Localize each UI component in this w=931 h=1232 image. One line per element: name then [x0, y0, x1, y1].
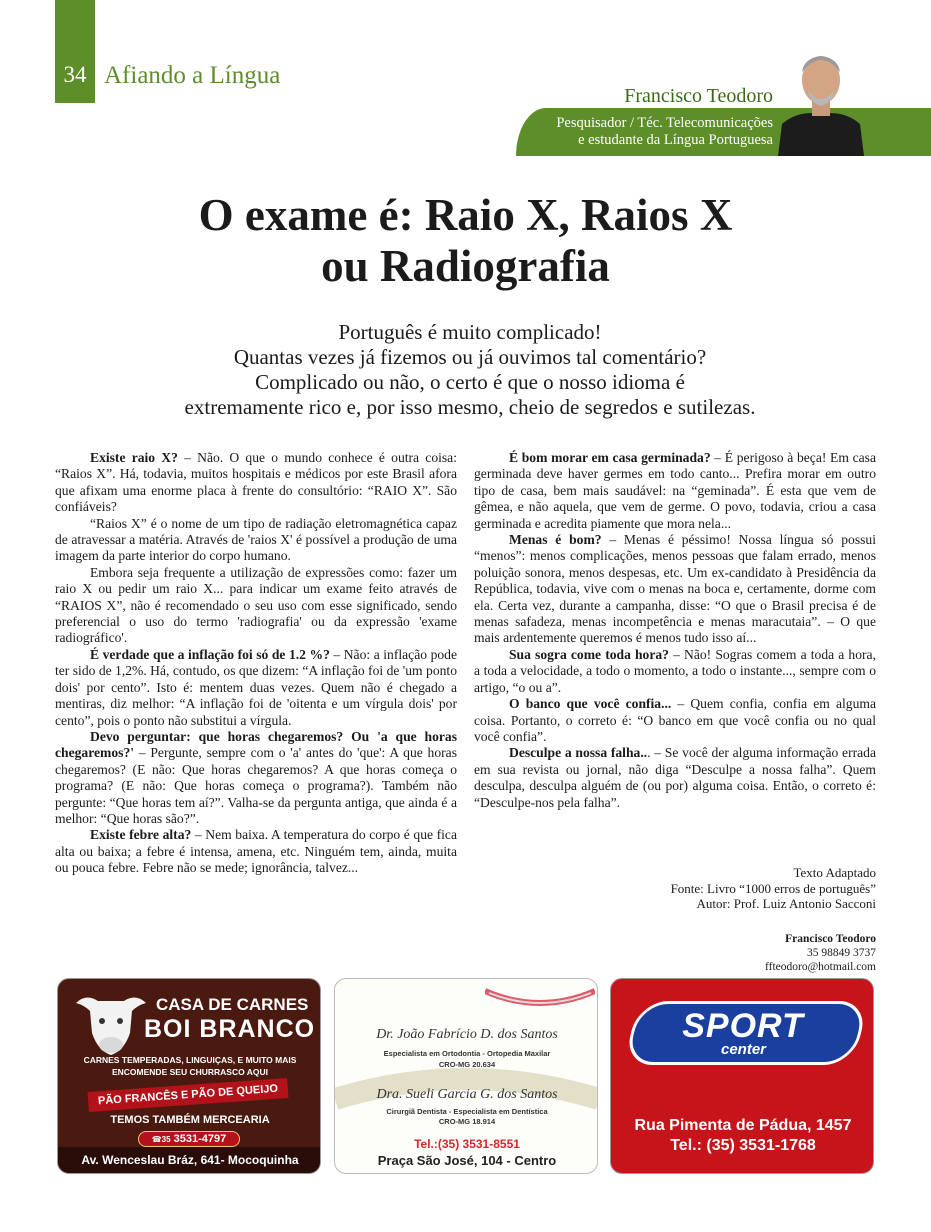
bull-icon: [72, 989, 150, 1059]
lead-line: Português é muito complicado!: [338, 320, 602, 344]
source-line: Texto Adaptado: [793, 865, 876, 880]
ad-phone[interactable]: [138, 1131, 240, 1147]
paragraph-text: Embora seja frequente a utilização de expressões como: fazer um raio X ou pedir um raio X... para indicar um exame feito através de “RAIOS X”, não é recomendado o seu uso com esse significado, sendo preferencial o uso do termo 'radiografia' ou da expressão 'exame radiográfico'.: [55, 564, 457, 646]
lead-line: Complicado ou não, o certo é que o nosso idioma é: [255, 370, 685, 394]
sport-logo-text: SPORT: [682, 1007, 804, 1045]
paragraph: [55, 565, 457, 647]
text-column-right: [474, 450, 876, 811]
paragraph-text: “Raios X” é o nome de um tipo de radiação eletromagnética capaz de atravessar a matéria. Através de 'raios X' é possível a produção de uma imagem da parte interior do corpo humano.: [55, 515, 457, 564]
answer: – Não. O que o mundo conhece é outra coisa: “Raios X”. Há, todavia, muitos hospitais e médicos por este Brasil afora que afixam uma enorme placa à frente do consultório: “RAIO X”. São confiáveis?: [55, 450, 457, 515]
source-line: Fonte: Livro “1000 erros de português”: [670, 880, 876, 896]
doctor-2-cro: CRO-MG 18.914: [438, 1117, 496, 1126]
author-name: Francisco Teodoro: [624, 85, 773, 107]
ad-ribbon: PÃO FRANCÊS E PÃO DE QUEIJO: [88, 1078, 289, 1112]
doctor-1-spec: Especialista em Ortodontia - Ortopedia Maxilar: [383, 1049, 551, 1058]
phone-number: 3531-4797: [173, 1133, 227, 1145]
ad-boi-branco[interactable]: [57, 978, 321, 1174]
ad-mercearia: TEMOS TAMBÉM MERCEARIA: [110, 1114, 270, 1126]
author-signature: [765, 932, 876, 974]
signature-name: Francisco Teodoro: [785, 933, 876, 945]
article-lead: [120, 320, 820, 420]
author-role-line1: Pesquisador / Téc. Telecomunicações: [556, 115, 773, 131]
sport-phone[interactable]: Tel.: (35) 3531-1768: [670, 1137, 816, 1154]
ad-line-2: ENCOMENDE SEU CHURRASCO AQUI: [111, 1067, 268, 1077]
paragraph: [474, 696, 876, 745]
question: Devo perguntar: que horas chegaremos? Ou 'a que horas chegaremos?': [55, 728, 457, 761]
question: É bom morar em casa germinada?: [509, 450, 711, 465]
question: Existe raio X?: [90, 450, 178, 465]
doctor-1-name: Dr. João Fabrício D. dos Santos: [376, 1027, 558, 1042]
text-column-left: [55, 450, 457, 877]
paragraph: [55, 450, 457, 516]
ad-sport-center[interactable]: [610, 978, 874, 1174]
signature-email[interactable]: ffteodoro@hotmail.com: [765, 961, 876, 973]
article-title: [0, 190, 931, 292]
section-title: Afiando a Língua: [104, 62, 281, 89]
dentist-address: Praça São José, 104 - Centro: [377, 1153, 557, 1168]
question: É verdade que a inflação foi só de 1.2 %?: [90, 646, 330, 662]
ad-dentist[interactable]: [334, 978, 598, 1174]
author-photo: [778, 46, 864, 156]
dentist-phone[interactable]: Tel.:(35) 3531-8551: [414, 1137, 520, 1151]
author-role: [556, 115, 773, 149]
doctor-2-name: Dra. Sueli Garcia G. dos Santos: [376, 1087, 558, 1102]
answer: – Não: a inflação pode ter sido de 1,2%. Há, contudo, os que dizem: “A inflação foi de 'um ponto dois' por cento”. Isto é: mentem duas vezes. Quem não é chegado a mentiras, diz melhor: “A inflação foi de 'oitenta e um vírgula dois' por cento”, pois o ponto não substitui a vírgula.: [55, 646, 457, 728]
paragraph: [474, 745, 876, 811]
paragraph: [474, 450, 876, 532]
page-number: 34: [63, 62, 87, 87]
answer: – Menas é péssimo! Nossa língua só possui “menos”: menos complicações, menos pessoas que falam errado, menos poluição sonora, menos despesas, etc. Um ex-candidato à Presidência da República, todavia, vive com o menas na boca e, certamente, dorme com ela. Certa vez, durante a campanha, disse: “O que o Brasil precisa é de menas safadeza, menas incompetência e menas maracutaia”. – O que mais ardentemente queremos é menos tudo isso aí...: [474, 532, 876, 646]
author-role-line2: e estudante da Língua Portuguesa: [578, 132, 773, 148]
paragraph: [55, 647, 457, 729]
paragraph: [474, 647, 876, 696]
paragraph: [55, 516, 457, 565]
braces-icon: [485, 983, 595, 1013]
ad-address: Av. Wenceslau Bráz, 641- Mocoquinha: [58, 1147, 321, 1173]
ad-title-1: CASA DE CARNES: [156, 995, 309, 1014]
title-line-2: ou Radiografia: [321, 241, 610, 291]
source-credits: [671, 865, 876, 912]
ad-line-1: CARNES TEMPERADAS, LINGUIÇAS, E MUITO MAIS: [83, 1055, 297, 1065]
title-line-1: O exame é: Raio X, Raios X: [198, 190, 733, 240]
answer: – Não! Sogras comem a toda a hora, a toda a velocidade, a todo o momento, a todo o instante..., sempre com o artigo, “o ou a”.: [474, 646, 876, 695]
ad-title-2: BOI BRANCO: [144, 1015, 316, 1043]
question: Sua sogra come toda hora?: [509, 646, 669, 662]
question: Existe febre alta?: [90, 827, 192, 843]
doctor-2-spec: Cirurgiã Dentista - Especialista em Dentística: [386, 1107, 548, 1116]
lead-line: extremamente rico e, por isso mesmo, cheio de segredos e sutilezas.: [184, 395, 756, 419]
paragraph: [55, 827, 457, 876]
answer: . – Se você der alguma informação errada em sua revista ou jornal, não diga “Desculpe a nossa falha”. Quem desculpa, desculpa alguém de (ou por) alguma coisa. Então, o correto é: “Desculpe-nos pela falha”.: [474, 745, 876, 810]
answer: – Pergunte, sempre com o 'a' antes do 'que': A que horas chegaremos? (E não: Que horas chegaremos? A que horas começa o programa? (E não: Que horas começa o programa?). Também não pergunte: “Que horas tem aí?”. Valha-se da pergunta antiga, que ainda é a melhor: “Que horas são?”.: [55, 745, 457, 826]
paragraph: [474, 532, 876, 647]
sport-logo-subtext: center: [721, 1041, 767, 1058]
answer: – Nem baixa. A temperatura do corpo é que fica alta ou baixa; a febre é intensa, amena, etc. Ninguém tem, ainda, muita ou pouca febre. Febre não se mede; ignorância, talvez...: [55, 827, 457, 876]
doctor-1-cro: CRO-MG 20.634: [438, 1060, 496, 1069]
lead-line: Quantas vezes já fizemos ou já ouvimos tal comentário?: [233, 345, 707, 369]
phone-prefix: ☎35: [151, 1135, 171, 1144]
sport-address: Rua Pimenta de Pádua, 1457: [634, 1117, 852, 1134]
answer: – É perigoso à beça! Em casa germinada deve haver germes em todo canto... Prefira morar em outro tipo de casa, bem mais saudável: na “geminada”. É esta que vem de gêmea, e não aquela, que vem de germe. O povo, todavia, criou a casa germinada e acredita piamente que mora nela...: [474, 450, 876, 531]
paragraph: [55, 729, 457, 827]
question: Desculpe a nossa falha..: [509, 745, 648, 761]
question: O banco que você confia...: [509, 696, 672, 712]
answer: – Quem confia, confia em alguma coisa. Portanto, o correto é: “O banco em que você confia ou no qual você confia”.: [474, 696, 876, 744]
signature-phone: 35 98849 3737: [807, 947, 876, 959]
question: Menas é bom?: [509, 532, 602, 548]
source-line: Autor: Prof. Luiz Antonio Sacconi: [696, 896, 876, 911]
